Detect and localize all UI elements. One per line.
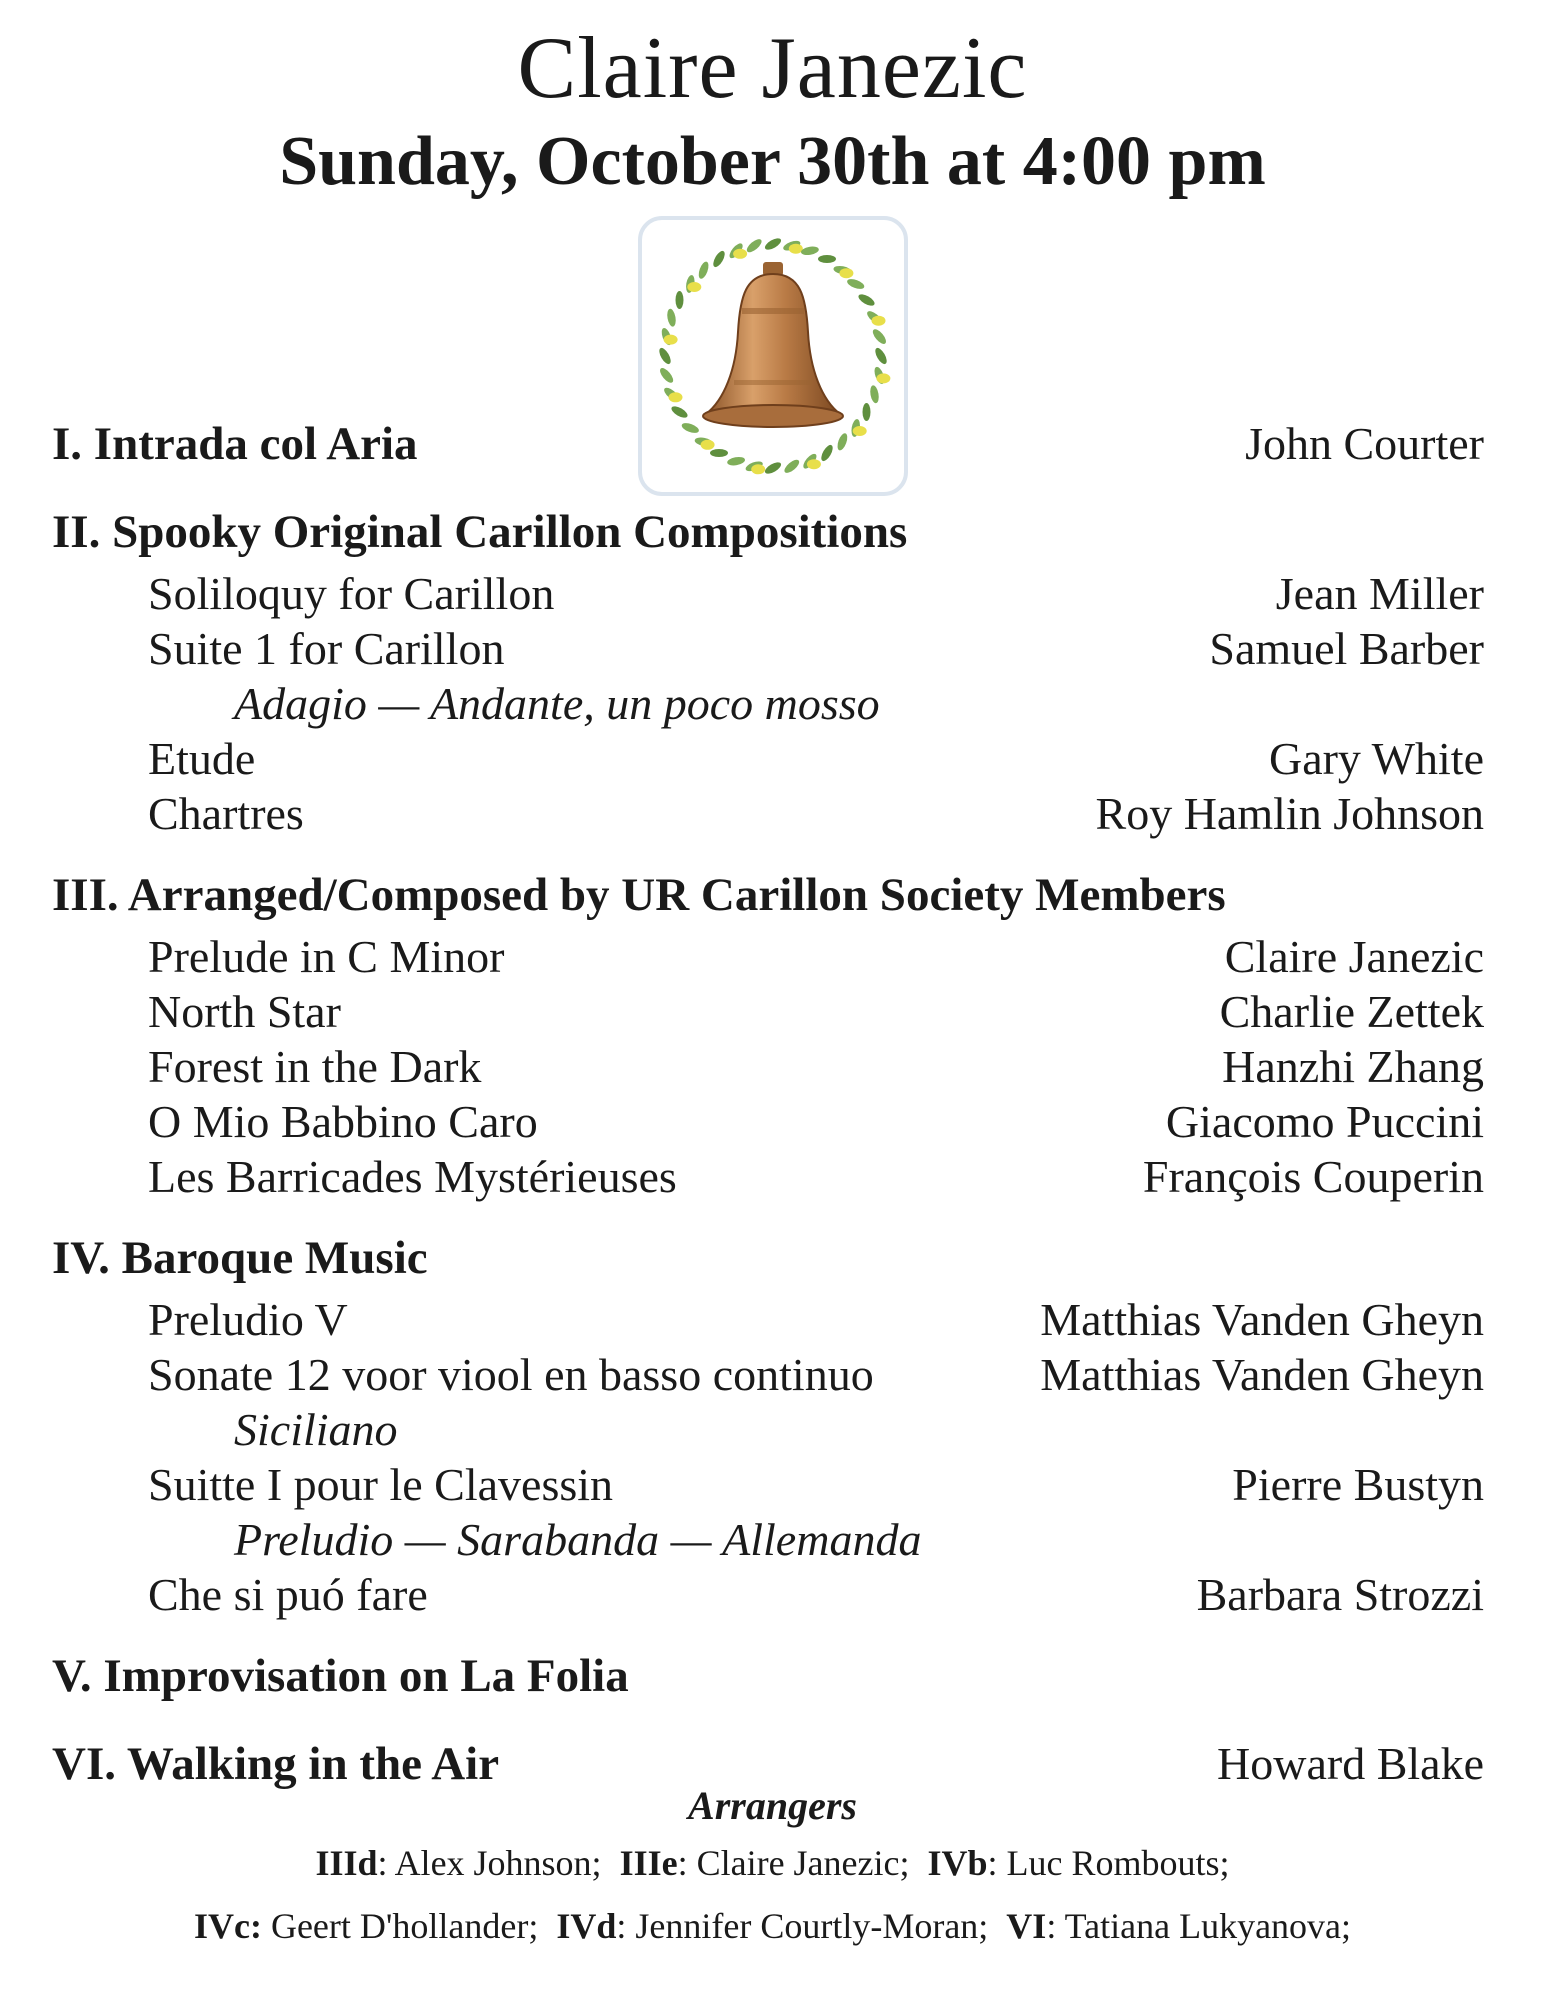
piece-title: Chartres [148,788,304,839]
wreath-leaf [763,236,783,252]
wreath-leaf [871,327,889,346]
wreath-leaf [697,260,711,280]
wreath-lemon [733,249,747,259]
piece-title: Les Barricades Mystérieuses [148,1151,677,1202]
piece-composer: Gary White [1268,733,1484,784]
piece-composer: Samuel Barber [1209,623,1484,674]
piece-composer: Claire Janezic [1224,931,1484,982]
piece-composer: Charlie Zettek [1219,986,1484,1037]
program-item [52,1094,1484,1149]
program-section [52,498,1484,841]
piece-composer: François Couperin [1142,1151,1484,1202]
section-title: II. Spooky Original Carillon Compositions [52,506,908,558]
piece-title: O Mio Babbino Caro [148,1096,538,1147]
program-item [52,1567,1484,1622]
piece-composer: Matthias Vanden Gheyn [1040,1349,1484,1400]
piece-composer: Giacomo Puccini [1165,1096,1484,1147]
program-section [52,1642,1484,1710]
section-heading [52,498,1484,566]
wreath-leaf [711,249,727,269]
wreath-lemon [687,282,701,292]
wreath-leaf [657,346,673,366]
wreath-leaf [857,292,877,308]
arranger-name: : Alex Johnson; [377,1843,602,1883]
arranger-name: : Jennifer Courtly-Moran; [616,1906,989,1946]
piece-title: Etude [148,733,256,784]
section-composer: Howard Blake [1217,1738,1484,1789]
program-item [52,929,1484,984]
arranger-code: IIIe [619,1843,678,1883]
wreath-leaf [658,366,676,385]
program-item [52,731,1484,786]
wreath-leaf [745,237,764,255]
program-item [52,566,1484,621]
arranger-code: IIId [315,1843,378,1883]
section-title: III. Arranged/Composed by UR Carillon Society Members [52,869,1226,921]
section-heading [52,410,1484,478]
piece-composer: Jean Miller [1275,568,1484,619]
piece-title: Sonate 12 voor viool en basso continuo [148,1349,874,1400]
piece-title: Suite 1 for Carillon [148,623,505,674]
wreath-leaf [666,308,677,327]
piece-title: Che si puó fare [148,1569,428,1620]
arranger-name: : Luc Rombouts; [987,1843,1230,1883]
wreath-lemon [669,392,683,402]
program-item [52,621,1484,676]
section-composer: John Courter [1245,418,1484,469]
wreath-lemon [872,316,886,326]
program-section [52,861,1484,1204]
program-item [52,1149,1484,1204]
arranger-code: IVd [556,1906,617,1946]
piece-title: Forest in the Dark [148,1041,482,1092]
program-item [52,786,1484,841]
arrangers-title: Arrangers [688,1783,857,1828]
wreath-lemon [789,244,803,254]
wreath-leaf [818,255,836,263]
piece-title: Soliloquy for Carillon [148,568,555,619]
wreath-leaf [676,291,684,309]
arranger-code: IVc: [193,1906,262,1946]
piece-title: Prelude in C Minor [148,931,505,982]
wreath-lemon [839,268,853,278]
piece-movements: Adagio — Andante, un poco mosso [234,678,880,729]
piece-composer: Barbara Strozzi [1196,1569,1484,1620]
arranger-code: IVb [927,1843,988,1883]
program-list [52,410,1484,1818]
section-heading [52,1642,1484,1710]
piece-title: Suitte I pour le Clavessin [148,1459,614,1510]
program-item [52,1039,1484,1094]
section-title: V. Improvisation on La Folia [52,1650,629,1702]
section-heading [52,1224,1484,1292]
piece-movements: Siciliano [234,1404,398,1455]
program-section [52,1224,1484,1622]
piece-title: North Star [148,986,341,1037]
section-title: I. Intrada col Aria [52,418,418,470]
program-item [52,984,1484,1039]
arranger-name: : Tatiana Lukyanova; [1046,1906,1352,1946]
wreath-leaf [873,346,889,366]
piece-composer: Matthias Vanden Gheyn [1040,1294,1484,1345]
program-section [52,410,1484,478]
section-title: IV. Baroque Music [52,1232,428,1284]
program-item [52,1292,1484,1347]
arranger-name: Geert D'hollander; [261,1906,539,1946]
wreath-lemon [876,373,890,383]
program-item [52,1457,1484,1512]
piece-composer: Hanzhi Zhang [1222,1041,1484,1092]
piece-composer: Pierre Bustyn [1232,1459,1484,1510]
wreath-leaf [846,277,866,291]
concert-date: Sunday, October 30th at 4:00 pm [279,123,1266,200]
arrangers-line-1 [0,1842,1545,1884]
arranger-code: VI [1006,1906,1047,1946]
program-item [52,1347,1484,1402]
arranger-name: : Claire Janezic; [677,1843,910,1883]
piece-movements: Preludio — Sarabanda — Allemanda [234,1514,922,1565]
piece-composer: Roy Hamlin Johnson [1095,788,1484,839]
wreath-leaf [869,385,880,404]
page-title: Claire Janezic [517,20,1028,117]
section-heading [52,861,1484,929]
section-title: VI. Walking in the Air [52,1738,500,1790]
wreath-leaf [800,245,819,256]
wreath-lemon [664,335,678,345]
piece-title: Preludio V [148,1294,348,1345]
arrangers-line-2 [0,1905,1545,1947]
